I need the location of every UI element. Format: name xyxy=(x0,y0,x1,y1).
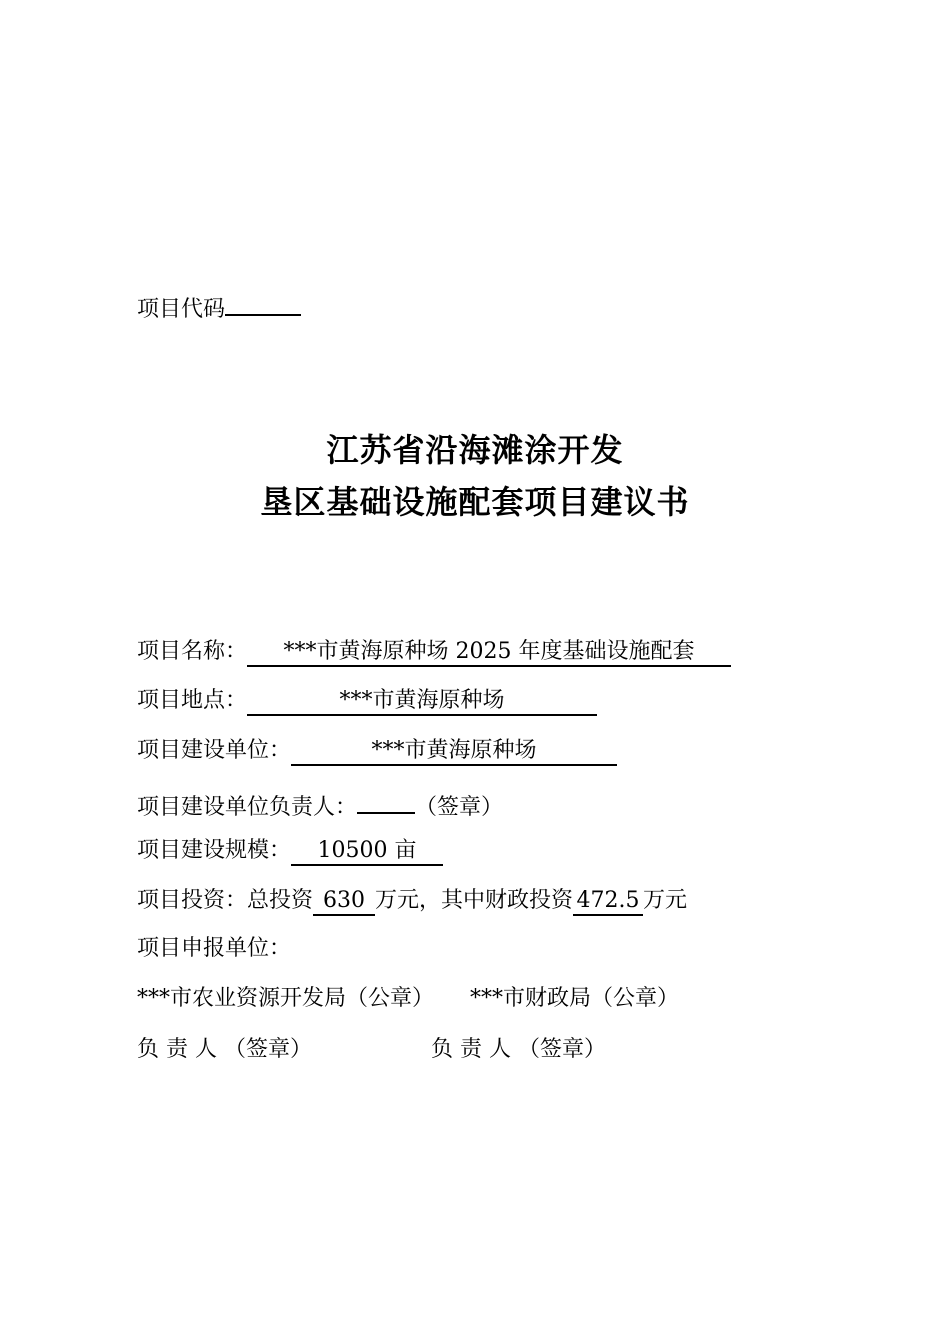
construction-scale-row xyxy=(137,836,443,866)
construction-scale-value: 10500 亩 xyxy=(291,838,443,866)
seal-sign-row xyxy=(137,1035,606,1065)
applicant-label: 项目申报单位： xyxy=(137,936,292,961)
investment-unit: 万元 xyxy=(643,888,688,913)
construction-unit-value: ***市黄海原种场 xyxy=(291,738,617,766)
project-name-row xyxy=(137,637,731,667)
total-investment-value: 630 xyxy=(313,888,375,916)
construction-scale-label: 项目建设规模： xyxy=(137,838,292,863)
investment-label: 项目投资：总投资 xyxy=(137,888,314,913)
project-code-label: 项目代码 xyxy=(137,297,226,322)
agri-bureau-seal: ***市农业资源开发局（公章） xyxy=(137,986,435,1011)
project-name-value: ***市黄海原种场 2025 年度基础设施配套 xyxy=(247,639,731,667)
project-location-label: 项目地点： xyxy=(137,688,248,713)
document-title-line-1: 江苏省沿海滩涂开发 xyxy=(326,431,624,469)
project-location-row xyxy=(137,686,597,716)
finance-bureau-seal: ***市财政局（公章） xyxy=(470,986,680,1011)
construction-unit-label: 项目建设单位： xyxy=(137,738,292,763)
unit-leader-seal-note: （签章） xyxy=(415,795,504,820)
applicant-row xyxy=(137,934,291,964)
agri-bureau-leader-sign: 负 责 人 （签章） xyxy=(137,1037,312,1062)
investment-mid-text: 万元，其中财政投资 xyxy=(375,888,574,913)
project-code-blank xyxy=(225,288,301,316)
document-title-line-2: 垦区基础设施配套项目建议书 xyxy=(260,483,690,521)
project-location-value: ***市黄海原种场 xyxy=(247,688,597,716)
project-name-label: 项目名称： xyxy=(137,639,248,664)
seal-org-row xyxy=(137,984,679,1014)
finance-bureau-leader-sign: 负 责 人 （签章） xyxy=(431,1037,606,1062)
fiscal-investment-value: 472.5 xyxy=(573,888,643,916)
construction-unit-row xyxy=(137,736,617,766)
unit-leader-row xyxy=(137,786,503,823)
unit-leader-value xyxy=(357,786,415,814)
unit-leader-label: 项目建设单位负责人： xyxy=(137,795,358,820)
investment-row xyxy=(137,886,687,916)
project-code-row xyxy=(137,288,301,325)
